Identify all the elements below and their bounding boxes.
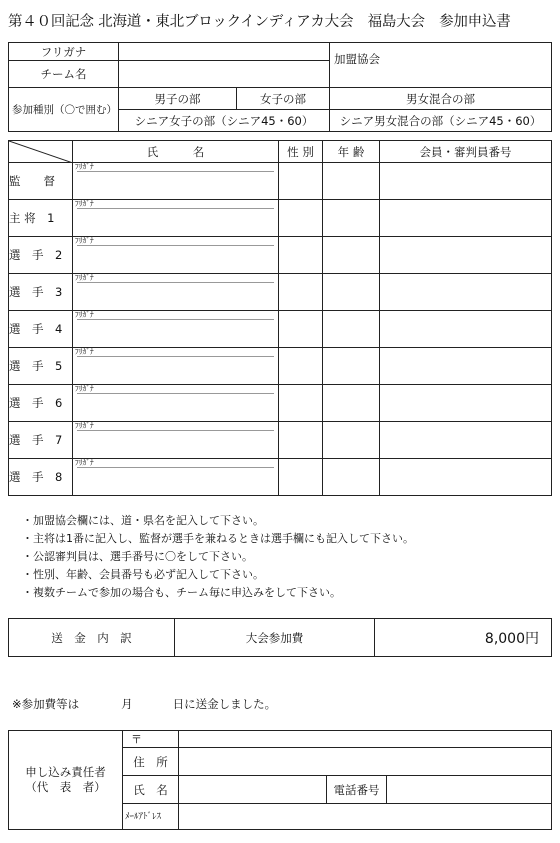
member-gender[interactable] <box>279 200 323 237</box>
member-age[interactable] <box>323 200 380 237</box>
category-men[interactable]: 男子の部 <box>119 88 237 110</box>
email-field[interactable] <box>179 804 552 830</box>
member-role: 選 手 4 <box>9 311 73 348</box>
fee-table <box>8 618 552 657</box>
association-cell[interactable] <box>330 43 552 88</box>
member-age[interactable] <box>323 274 380 311</box>
team-name-field[interactable] <box>119 61 330 88</box>
member-furigana-label: ﾌﾘｶﾞﾅ <box>75 199 94 208</box>
applicant-name-field[interactable] <box>179 776 327 804</box>
member-age[interactable] <box>323 459 380 496</box>
col-member-number: 会員・審判員番号 <box>380 141 552 163</box>
member-role: 選 手 7 <box>9 422 73 459</box>
postal-field[interactable] <box>179 731 552 748</box>
furigana-line <box>77 171 274 172</box>
email-label: ﾒｰﾙｱﾄﾞﾚｽ <box>123 804 179 830</box>
member-name-cell[interactable] <box>73 422 279 459</box>
col-age: 年 齢 <box>323 141 380 163</box>
furigana-line <box>77 356 274 357</box>
furigana-line <box>77 319 274 320</box>
category-senior-mixed[interactable]: シニア男女混合の部（シニア45・60） <box>330 110 552 132</box>
member-number[interactable] <box>380 385 552 422</box>
member-role: 監 督 <box>9 163 73 200</box>
member-number[interactable] <box>380 274 552 311</box>
furigana-line <box>77 208 274 209</box>
members-table <box>8 140 552 496</box>
col-gender: 性 別 <box>279 141 323 163</box>
furigana-label: フリガナ <box>9 43 119 61</box>
member-gender[interactable] <box>279 274 323 311</box>
category-women[interactable]: 女子の部 <box>237 88 330 110</box>
member-gender[interactable] <box>279 348 323 385</box>
member-name-cell[interactable] <box>73 274 279 311</box>
member-row <box>9 200 552 237</box>
member-row <box>9 311 552 348</box>
postal-label: 〒 <box>123 731 179 748</box>
member-name-cell[interactable] <box>73 348 279 385</box>
member-row <box>9 385 552 422</box>
member-row <box>9 163 552 200</box>
member-role: 選 手 3 <box>9 274 73 311</box>
member-number[interactable] <box>380 200 552 237</box>
fee-item: 大会参加費 <box>175 619 375 657</box>
member-role: 選 手 5 <box>9 348 73 385</box>
note-item: ・主将は1番に記入し、監督が選手を兼ねるときは選手欄にも記入して下さい。 <box>22 532 414 545</box>
member-gender[interactable] <box>279 311 323 348</box>
team-name-label: チーム名 <box>9 61 119 88</box>
category-label: 参加種別（〇で囲む） <box>9 88 119 132</box>
applicant-label-line1: 申し込み責任者 <box>25 765 106 779</box>
remit-suffix: 日に送金しました。 <box>172 697 277 711</box>
note-item: ・複数チームで参加の場合も、チーム毎に申込みをして下さい。 <box>22 586 341 599</box>
member-gender[interactable] <box>279 237 323 274</box>
member-furigana-label: ﾌﾘｶﾞﾅ <box>75 310 94 319</box>
member-row <box>9 274 552 311</box>
page-title: 第４０回記念 北海道・東北ブロックインディアカ大会 福島大会 参加申込書 <box>8 14 511 30</box>
member-name-cell[interactable] <box>73 385 279 422</box>
member-age[interactable] <box>323 311 380 348</box>
remit-prefix: ※参加費等は <box>12 697 80 711</box>
member-gender[interactable] <box>279 385 323 422</box>
address-field[interactable] <box>179 748 552 776</box>
remit-month: 月 <box>121 697 133 711</box>
address-label: 住 所 <box>123 748 179 776</box>
note-item: ・加盟協会欄には、道・県名を記入して下さい。 <box>22 514 264 527</box>
team-info-table <box>8 42 552 132</box>
member-name-cell[interactable] <box>73 459 279 496</box>
member-age[interactable] <box>323 237 380 274</box>
member-furigana-label: ﾌﾘｶﾞﾅ <box>75 421 94 430</box>
member-name-cell[interactable] <box>73 237 279 274</box>
association-label: 加盟協会 <box>334 52 380 66</box>
applicant-label-line2: （代 表 者） <box>25 780 106 794</box>
applicant-name-label: 氏 名 <box>123 776 179 804</box>
corner-cell <box>9 141 73 163</box>
category-senior-women[interactable]: シニア女子の部（シニア45・60） <box>119 110 330 132</box>
member-number[interactable] <box>380 311 552 348</box>
category-mixed[interactable]: 男女混合の部 <box>330 88 552 110</box>
furigana-field[interactable] <box>119 43 330 61</box>
phone-field[interactable] <box>387 776 552 804</box>
member-furigana-label: ﾌﾘｶﾞﾅ <box>75 236 94 245</box>
member-number[interactable] <box>380 422 552 459</box>
member-age[interactable] <box>323 348 380 385</box>
member-role: 主 将 1 <box>9 200 73 237</box>
notes <box>22 512 414 602</box>
applicant-table <box>8 730 552 830</box>
furigana-line <box>77 393 274 394</box>
member-number[interactable] <box>380 459 552 496</box>
member-furigana-label: ﾌﾘｶﾞﾅ <box>75 162 94 171</box>
fee-amount: 8,000円 <box>375 619 552 657</box>
member-number[interactable] <box>380 163 552 200</box>
diagonal-line <box>9 141 73 163</box>
furigana-line <box>77 430 274 431</box>
applicant-label <box>9 731 123 830</box>
furigana-line <box>77 245 274 246</box>
member-name-cell[interactable] <box>73 200 279 237</box>
member-age[interactable] <box>323 163 380 200</box>
member-role: 選 手 8 <box>9 459 73 496</box>
furigana-line <box>77 467 274 468</box>
member-age[interactable] <box>323 385 380 422</box>
member-furigana-label: ﾌﾘｶﾞﾅ <box>75 458 94 467</box>
member-name-cell[interactable] <box>73 163 279 200</box>
member-row <box>9 237 552 274</box>
member-furigana-label: ﾌﾘｶﾞﾅ <box>75 384 94 393</box>
member-name-cell[interactable] <box>73 311 279 348</box>
furigana-line <box>77 282 274 283</box>
member-number[interactable] <box>380 348 552 385</box>
member-role: 選 手 2 <box>9 237 73 274</box>
col-name: 氏 名 <box>73 141 279 163</box>
member-gender[interactable] <box>279 163 323 200</box>
member-number[interactable] <box>380 237 552 274</box>
member-row <box>9 459 552 496</box>
fee-label: 送 金 内 訳 <box>9 619 175 657</box>
member-age[interactable] <box>323 422 380 459</box>
note-item: ・性別、年齢、会員番号も必ず記入して下さい。 <box>22 568 264 581</box>
member-furigana-label: ﾌﾘｶﾞﾅ <box>75 347 94 356</box>
remit-note <box>12 696 276 712</box>
member-row <box>9 422 552 459</box>
member-gender[interactable] <box>279 422 323 459</box>
note-item: ・公認審判員は、選手番号に〇をして下さい。 <box>22 550 253 563</box>
phone-label: 電話番号 <box>327 776 387 804</box>
member-gender[interactable] <box>279 459 323 496</box>
member-role: 選 手 6 <box>9 385 73 422</box>
member-furigana-label: ﾌﾘｶﾞﾅ <box>75 273 94 282</box>
member-row <box>9 348 552 385</box>
